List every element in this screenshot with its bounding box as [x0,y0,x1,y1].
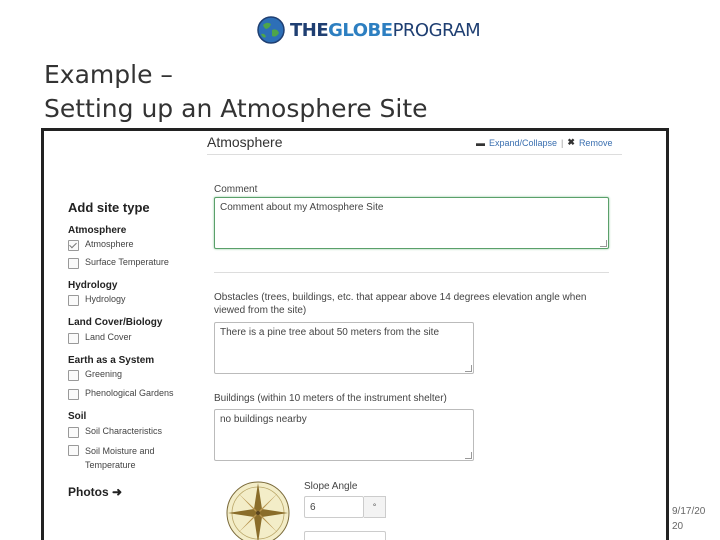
next-input-partial[interactable] [304,531,386,540]
buildings-textarea[interactable] [214,409,474,461]
obstacles-value: There is a pine tree about 50 meters from the site [220,327,439,338]
group-land-cover-biology: Land Cover/Biology [68,317,163,328]
site-type-land-cover[interactable] [68,332,132,344]
group-soil: Soil [68,411,87,422]
arrow-right-icon: ➜ [112,485,123,499]
site-type-surface-temperature[interactable] [68,257,169,269]
globe-program-logo [256,14,480,46]
slide-title-line-1: Example – [44,60,173,89]
section-divider [214,272,609,273]
site-type-label: Soil Characteristics [85,426,163,436]
site-type-label: Soil Moisture and Temperature [85,446,155,470]
group-hydrology: Hydrology [68,280,118,291]
slide-date-line-2: 20 [672,521,684,532]
slope-angle-label: Slope Angle [304,481,358,492]
logo-program: PROGRAM [392,19,481,41]
land-cover-checkbox[interactable] [68,333,79,344]
panel-actions [476,137,612,148]
buildings-value: no buildings nearby [220,414,307,425]
buildings-label: Buildings (within 10 meters of the instrument shelter) [214,393,447,404]
compass-rose-icon [224,479,292,540]
slope-unit-addon: ° [364,496,386,518]
site-type-greening[interactable] [68,369,122,381]
surface-temperature-checkbox[interactable] [68,258,79,269]
comment-textarea[interactable] [214,197,609,249]
panel-divider [207,154,622,155]
remove-link[interactable]: Remove [578,137,613,148]
slide-date [672,504,705,534]
soil-characteristics-checkbox[interactable] [68,427,79,438]
expand-collapse-link[interactable]: Expand/Collapse [489,137,558,148]
slide-date-line-1: 9/17/20 [672,506,706,517]
site-type-atmosphere[interactable] [68,239,134,251]
site-type-soil-moisture[interactable] [68,444,178,472]
resize-handle-icon[interactable] [465,452,472,459]
soil-moisture-checkbox[interactable] [68,445,79,456]
group-atmosphere: Atmosphere [68,225,127,236]
minus-icon: ▬ [476,137,485,148]
slide-title [44,58,428,126]
photos-heading[interactable] [68,485,122,499]
comment-label: Comment [214,184,258,195]
logo-globe: GLOBE [328,19,393,41]
phenological-gardens-checkbox[interactable] [68,389,79,400]
resize-handle-icon[interactable] [465,365,472,372]
greening-checkbox[interactable] [68,370,79,381]
site-type-label: Surface Temperature [85,257,169,267]
obstacles-label: Obstacles (trees, buildings, etc. that appear above 14 degrees elevation angle when viewed from the site) [214,292,587,316]
slope-angle-input[interactable] [304,496,364,518]
photos-label: Photos [68,485,109,499]
site-type-label: Phenological Gardens [85,388,174,398]
site-type-label: Hydrology [85,294,126,304]
panel-title: Atmosphere [207,134,283,150]
site-type-hydrology[interactable] [68,294,126,306]
logo-the: THE [290,19,329,41]
logo-wordmark [290,20,480,41]
group-earth-as-a-system: Earth as a System [68,355,155,366]
site-type-label: Atmosphere [85,239,134,249]
obstacles-textarea[interactable] [214,322,474,374]
slope-angle-value: 6 [310,501,316,513]
close-icon: ✖ [567,137,575,147]
site-type-label: Land Cover [85,332,132,342]
hydrology-checkbox[interactable] [68,295,79,306]
separator: | [561,137,564,148]
site-type-soil-characteristics[interactable] [68,426,162,438]
globe-logo-icon [256,15,286,45]
resize-handle-icon[interactable] [600,240,607,247]
slide-title-line-2: Setting up an Atmosphere Site [44,94,428,123]
add-site-type-heading: Add site type [68,200,150,215]
atmosphere-checkbox[interactable] [68,240,79,251]
site-type-label: Greening [85,369,123,379]
comment-value: Comment about my Atmosphere Site [220,202,384,213]
site-type-phenological-gardens[interactable] [68,388,174,400]
site-setup-screenshot [41,128,669,540]
